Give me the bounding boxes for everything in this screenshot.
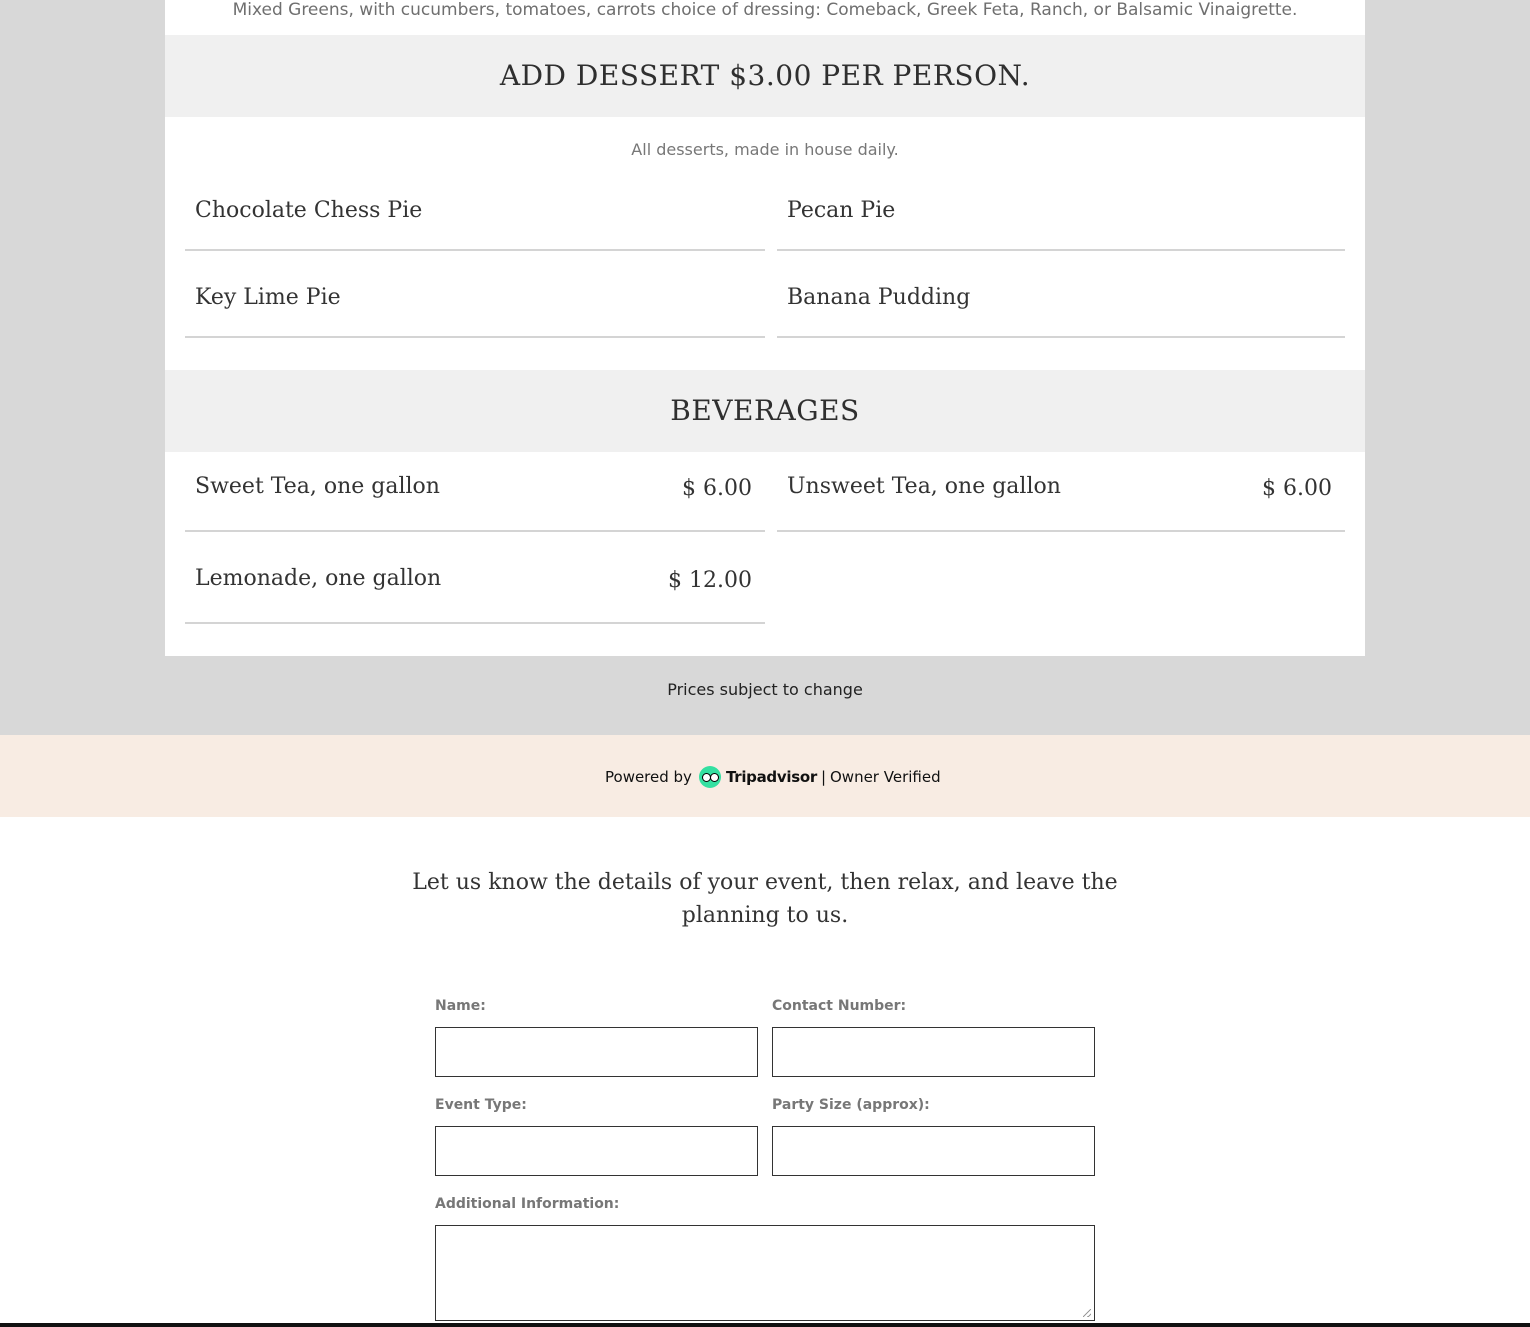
- contact-number-label: Contact Number:: [772, 998, 907, 1014]
- powered-separator: |: [820, 768, 826, 786]
- additional-information-label: Additional Information:: [435, 1196, 620, 1212]
- dessert-heading: ADD DESSERT $3.00 PER PERSON.: [165, 35, 1365, 117]
- bottom-bar: [0, 1323, 1530, 1327]
- dessert-item-name: Banana Pudding: [787, 285, 971, 310]
- beverage-item-name: Unsweet Tea, one gallon: [787, 474, 1061, 499]
- party-size-input[interactable]: [772, 1126, 1095, 1176]
- dessert-item-pecan-pie: [777, 180, 1345, 251]
- dessert-item-chocolate-chess-pie: [185, 180, 765, 251]
- dessert-item-name: Key Lime Pie: [195, 285, 341, 310]
- contact-number-input[interactable]: [772, 1027, 1095, 1077]
- prices-subject-to-change: Prices subject to change: [667, 680, 863, 699]
- powered-prefix: Powered by: [605, 768, 692, 786]
- dessert-item-banana-pudding: [777, 267, 1345, 338]
- dessert-item-name: Chocolate Chess Pie: [195, 198, 423, 223]
- dessert-note: All desserts, made in house daily.: [631, 140, 899, 159]
- textarea-resize-handle[interactable]: [1083, 1309, 1091, 1317]
- beverage-item-name: Lemonade, one gallon: [195, 566, 442, 591]
- tripadvisor-owl-icon: [699, 766, 721, 788]
- party-size-label: Party Size (approx):: [772, 1097, 930, 1113]
- tripadvisor-brand: Tripadvisor: [725, 768, 817, 786]
- salad-description: Mixed Greens, with cucumbers, tomatoes, carrots choice of dressing: Comeback, Greek Feta, Ranch, or Balsamic Vinaigrette.: [232, 0, 1298, 20]
- menu-card: [165, 0, 1365, 656]
- beverage-item-sweet-tea: [185, 452, 765, 532]
- beverage-item-lemonade: [185, 544, 765, 624]
- name-label: Name:: [435, 998, 486, 1014]
- beverages-heading: BEVERAGES: [165, 370, 1365, 452]
- name-input[interactable]: [435, 1027, 758, 1077]
- owner-verified-label: Owner Verified: [830, 768, 941, 786]
- additional-information-textarea[interactable]: [435, 1225, 1095, 1321]
- beverage-item-price: $ 6.00: [682, 476, 752, 501]
- beverage-item-price: $ 6.00: [1262, 476, 1332, 501]
- event-type-input[interactable]: [435, 1126, 758, 1176]
- event-type-label: Event Type:: [435, 1097, 527, 1113]
- dessert-item-name: Pecan Pie: [787, 198, 896, 223]
- form-intro: Let us know the details of your event, then relax, and leave the planning to us.: [412, 870, 1118, 928]
- powered-by-link[interactable]: [605, 765, 941, 789]
- dessert-item-key-lime-pie: [185, 267, 765, 338]
- beverage-item-price: $ 12.00: [668, 568, 752, 593]
- beverage-item-unsweet-tea: [777, 452, 1345, 532]
- powered-by-banner: [0, 735, 1530, 817]
- beverage-item-name: Sweet Tea, one gallon: [195, 474, 440, 499]
